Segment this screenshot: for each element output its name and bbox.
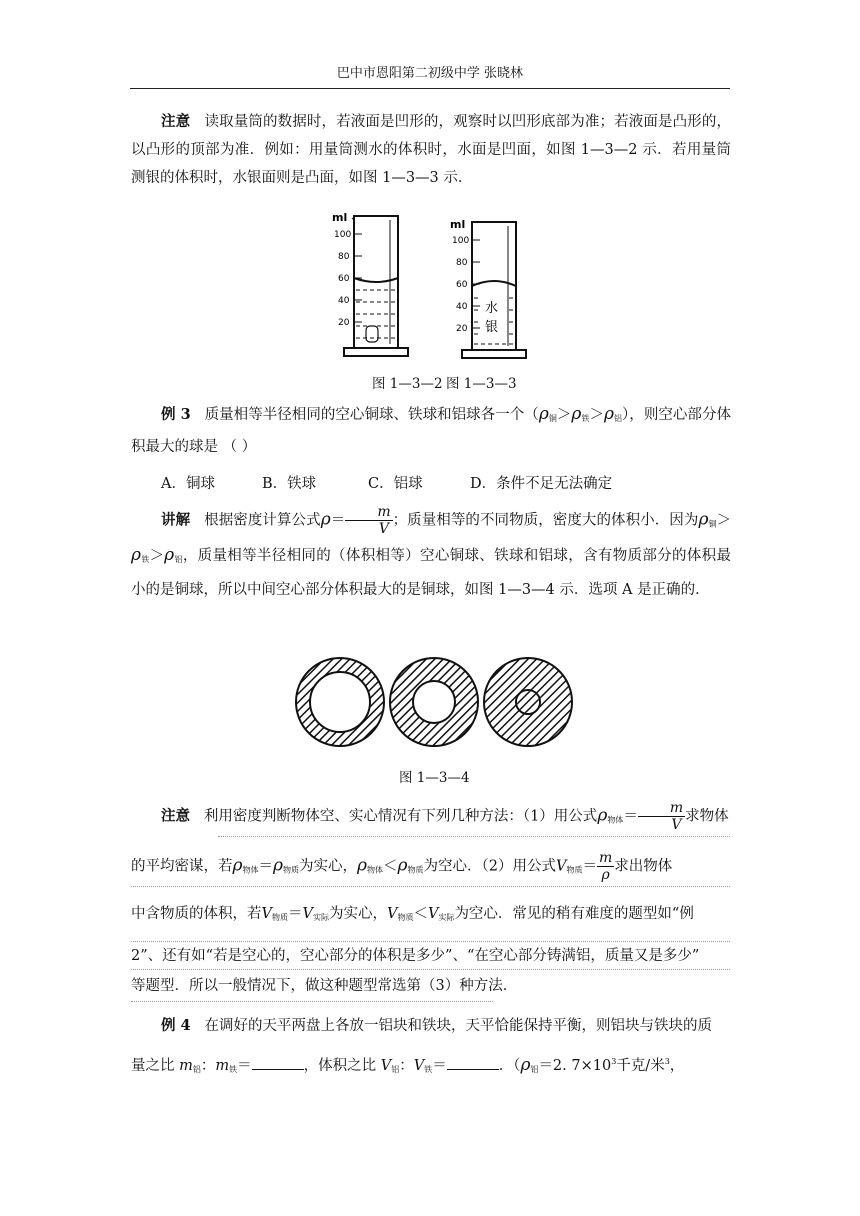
sub-material: 物质: [407, 865, 424, 875]
option-b: B．铁球: [262, 476, 317, 492]
fraction-denominator-rho: ρ: [601, 867, 610, 883]
example3-paragraph: [131, 400, 731, 461]
example4-label: 例 4: [161, 1017, 191, 1034]
volume-symbol: V: [380, 1057, 392, 1074]
note1-label: 注意: [161, 113, 191, 130]
copper-ball: [296, 658, 384, 746]
caption-fig-1-3-2: 图 1—3—2: [372, 376, 443, 392]
sub-actual: 实际: [438, 913, 455, 922]
note1-paragraph: [131, 108, 731, 192]
sub-aluminum: 铝: [174, 554, 183, 564]
volume-symbol: V: [427, 906, 439, 922]
gt-symbol: ＞: [716, 512, 732, 529]
volume-symbol: V: [555, 858, 567, 875]
sub-copper: 铜: [708, 519, 717, 529]
gt-symbol: ＞: [149, 547, 165, 564]
tick-20-right: 20: [456, 324, 468, 334]
exponent-3: 3: [664, 1057, 670, 1066]
example4-line2-b: ，体积之比: [303, 1057, 377, 1074]
sub-object: 物体: [367, 865, 383, 875]
rho-symbol: ρ: [273, 855, 283, 876]
measuring-cylinders-figure: [330, 206, 530, 366]
sub-iron: 铁: [581, 414, 590, 423]
dotted-underline-5: [131, 1001, 493, 1002]
tick-20-left: 20: [338, 318, 350, 328]
fraction-denominator-v: V: [671, 817, 682, 833]
mass-ratio-blank[interactable]: [252, 1057, 304, 1070]
example3-text-b: ），则空心部分体积最大的球是 （ ）: [131, 407, 731, 455]
rho-symbol: ρ: [232, 855, 243, 876]
note2-line-2: [131, 850, 731, 885]
example4-line2-c: ．（: [498, 1057, 521, 1074]
lt-symbol: ＜: [413, 906, 428, 922]
tick-40-right: 40: [456, 302, 468, 312]
hollow-spheres-figure: [290, 650, 580, 754]
note2-line2-b: 为实心，: [299, 858, 357, 875]
mercury-label-2: 银: [485, 320, 499, 335]
example3-text-a: 质量相等半径相同的空心铜球、铁球和铝球各一个（: [204, 407, 539, 423]
exponent-3: 3: [611, 1057, 617, 1066]
example4-line-1: [131, 1012, 731, 1040]
sub-object: 物体: [607, 815, 624, 825]
dotted-underline-1: [218, 836, 730, 837]
volume-symbol: V: [302, 906, 313, 922]
equals-symbol: ＝: [287, 906, 303, 922]
note2-line3-c: 为空心．常见的稍有难度的题型如“例: [454, 906, 694, 922]
sub-material: 物质: [566, 865, 583, 875]
sub-aluminum: 铝: [530, 1064, 539, 1074]
density-unit: 千克/米: [616, 1057, 665, 1074]
rho-symbol: ρ: [571, 404, 582, 424]
sub-actual: 实际: [312, 913, 329, 922]
sub-iron: 铁: [229, 1064, 238, 1074]
example3-label: 例 3: [161, 406, 191, 423]
iron-ball: [390, 658, 478, 746]
fraction-denominator-v: V: [378, 521, 390, 537]
gt-symbol: ＞: [556, 407, 572, 423]
fraction-m-over-rho: [597, 850, 614, 883]
rho-symbol: ρ: [538, 404, 549, 424]
page-header: 巴中市恩阳第二初级中学 张晓林: [336, 66, 524, 81]
rho-symbol: ρ: [397, 855, 408, 876]
density-fraction: [345, 504, 392, 537]
rho-symbol: ρ: [357, 855, 367, 876]
note2-line-3: [131, 900, 731, 932]
aluminum-ball: [484, 658, 572, 746]
sub-material: 物质: [397, 913, 414, 922]
note2-line2-d: 求出物体: [614, 858, 673, 875]
unit-label-right: ml: [450, 218, 466, 231]
note2-line-1: [131, 800, 731, 835]
tick-60-left: 60: [338, 274, 350, 284]
sub-aluminum: 铝: [192, 1064, 201, 1074]
example4-line2-a: 量之比: [131, 1057, 175, 1074]
explain-text-b: ；质量相等的不同物质，密度大的体积小．因为: [392, 512, 699, 529]
volume-symbol: V: [261, 906, 272, 922]
sub-iron: 铁: [424, 1064, 433, 1074]
fraction-m-over-v: [638, 800, 685, 833]
mercury-cylinder: [450, 218, 526, 358]
rho-symbol: ρ: [603, 404, 614, 424]
unit-label-left: ml: [332, 211, 348, 224]
dotted-underline-4: [131, 969, 730, 970]
explanation-paragraph: [131, 504, 731, 605]
equals-symbol: ＝: [258, 858, 273, 875]
trailing-comma: ，: [669, 1057, 685, 1074]
volume-ratio-blank[interactable]: [447, 1057, 499, 1070]
fraction-numerator-m: m: [638, 800, 685, 817]
rho-symbol: ρ: [320, 509, 331, 530]
sub-material: 物质: [271, 913, 288, 922]
colon-symbol: ：: [200, 1057, 216, 1074]
note2-line-4: 2”、还有如“若是空心的，空心部分的体积是多少”、“在空心部分铸满铝，质量又是多少”: [131, 948, 700, 964]
mass-symbol: m: [215, 1057, 230, 1074]
note2-line1-b: 求物体: [685, 808, 729, 825]
sub-copper: 铜: [548, 414, 557, 423]
option-d: D．条件不足无法确定: [470, 476, 613, 492]
header-rule: [130, 88, 730, 89]
explain-text-c: ，质量相等半径相同的（体积相等）空心铜球、铁球和铝球，含有物质部分的体积最小的是铜球，所以中间空心部分体积最大的是铜球，如图 1—3—4 示．选项 A 是正确的．: [131, 547, 732, 598]
note2-line1-a: 利用密度判断物体空、实心情况有下列几种方法：（1）用公式: [203, 808, 598, 825]
equals-symbol: ＝: [432, 1057, 447, 1074]
tick-40-left: 40: [338, 296, 350, 306]
mass-symbol: m: [179, 1057, 193, 1074]
rho-symbol: ρ: [131, 544, 141, 565]
sub-object: 物体: [242, 865, 259, 875]
fraction-numerator-m: m: [598, 850, 613, 866]
caption-fig-1-3-4: 图 1—3—4: [399, 770, 470, 786]
tick-60-right: 60: [456, 280, 468, 290]
tick-80-left: 80: [338, 252, 350, 262]
rho-symbol: ρ: [698, 509, 709, 530]
note1-text: 读取量筒的数据时，若液面是凹形的，观察时以凹形底部为准；若液面是凸形的，以凸形的顶部为准．例如：用量筒测水的体积时，水面是凹面，如图 1—3—2 示．若用量筒测银的体积时，水银面则是凸面，如图 1—3—3 示．: [131, 114, 732, 186]
rho-symbol: ρ: [164, 544, 175, 565]
option-a: A．铜球: [161, 476, 215, 492]
explain-text-a: 根据密度计算公式: [204, 512, 321, 529]
equals-symbol: ＝: [237, 1057, 252, 1074]
rho-symbol: ρ: [520, 1054, 531, 1075]
equals-symbol: ＝: [582, 858, 597, 875]
tick-80-right: 80: [456, 258, 468, 268]
rho-symbol: ρ: [597, 805, 608, 826]
sub-iron: 铁: [141, 554, 150, 564]
note2-line2-c: 为空心．（2）用公式: [423, 858, 556, 875]
example4-line1-text: 在调好的天平两盘上各放一铝块和铁块，天平恰能保持平衡，则铝块与铁块的质: [204, 1018, 712, 1034]
tick-100-right: 100: [452, 236, 470, 246]
sub-material: 物质: [283, 865, 299, 875]
volume-symbol: V: [386, 906, 398, 922]
note2-line3-b: 为实心，: [328, 906, 387, 922]
note2-line3-a: 中含物质的体积，若: [131, 906, 262, 922]
note2-line2-a: 的平均密谋，若: [131, 858, 233, 875]
dotted-underline-2: [131, 886, 730, 887]
tick-100-left: 100: [334, 230, 352, 240]
colon-symbol: ：: [399, 1057, 414, 1074]
caption-fig-1-3-3: 图 1—3—3: [446, 376, 517, 392]
volume-symbol: V: [413, 1057, 425, 1074]
gt-symbol: ＞: [589, 407, 604, 423]
option-c: C．铝球: [368, 476, 423, 492]
aluminum-density-value: ＝2. 7×10: [538, 1057, 612, 1074]
note2-label: 注意: [161, 807, 190, 825]
explain-label: 讲解: [161, 511, 191, 529]
example4-line-2: [131, 1048, 731, 1084]
fraction-numerator-m: m: [345, 504, 392, 521]
note2-line-5: 等题型．所以一般情况下，做这种题型常选第（3）种方法．: [131, 978, 518, 994]
mercury-label-1: 水: [485, 301, 499, 316]
equals-symbol: ＝: [623, 808, 638, 825]
sub-aluminum: 铝: [391, 1064, 400, 1074]
sub-aluminum: 铝: [613, 414, 623, 423]
lt-symbol: ＜: [383, 858, 398, 875]
water-cylinder: [332, 211, 408, 356]
equals-symbol: ＝: [330, 512, 346, 529]
